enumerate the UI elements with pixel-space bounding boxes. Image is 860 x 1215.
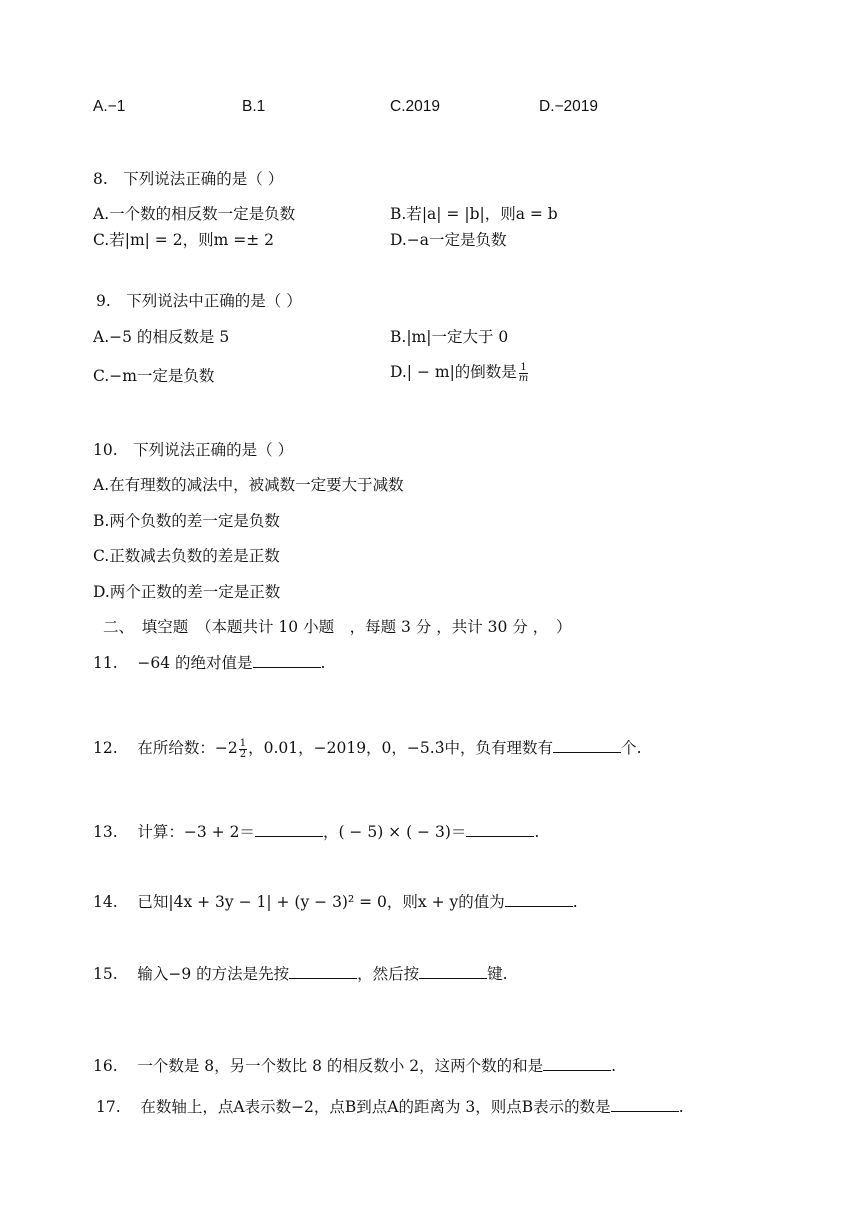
q12-fraction-denominator: 2 xyxy=(239,748,247,760)
q15 xyxy=(93,964,508,984)
q17-number: 17. xyxy=(96,1098,121,1116)
q16-number: 16. xyxy=(93,1057,118,1075)
q16-answer-blank[interactable] xyxy=(543,1056,611,1071)
q15-answer-blank-1[interactable] xyxy=(289,964,357,979)
q11-text: −64 的绝对值是 xyxy=(137,654,253,672)
q8-option-d: D.−a一定是负数 xyxy=(390,231,507,249)
q10-stem: 10. 下列说法正确的是（ ） xyxy=(93,441,294,459)
q7-option-c: C.2019 xyxy=(390,98,440,115)
q11-number: 11. xyxy=(93,654,118,672)
q17-text: 在数轴上，点A表示数−2，点B到点A的距离为 3，则点B表示的数是 xyxy=(140,1098,611,1116)
q17-end: . xyxy=(678,1098,684,1116)
q12-end: 个. xyxy=(621,739,642,757)
q14-answer-blank[interactable] xyxy=(505,892,573,907)
q7-option-a: A.−1 xyxy=(93,98,126,115)
q7-option-b: B.1 xyxy=(242,98,266,115)
q7-option-d: D.−2019 xyxy=(539,98,599,115)
q12-fraction xyxy=(239,739,247,760)
q10-option-a: A.在有理数的减法中，被减数一定要大于减数 xyxy=(93,476,404,494)
q14-end: . xyxy=(572,893,578,911)
q15-number: 15. xyxy=(93,965,118,983)
q13-number: 13. xyxy=(93,823,118,841)
q14-text: 已知|4x + 3y − 1| + (y − 3)² = 0，则x + y的值为 xyxy=(137,893,505,911)
q11-end: . xyxy=(320,654,326,672)
q13-text-mid: ，( − 5) × ( − 3)＝ xyxy=(322,823,467,841)
q9-option-d xyxy=(390,362,530,384)
q10-option-b: B.两个负数的差一定是负数 xyxy=(93,512,280,530)
q9-option-d-text: D.| − m|的倒数是 xyxy=(390,363,517,381)
q13-answer-blank-1[interactable] xyxy=(255,822,323,837)
q15-end: 键. xyxy=(487,965,508,983)
q9-fraction-denominator: m xyxy=(518,372,529,384)
q13-text: 计算：−3 + 2＝ xyxy=(137,823,255,841)
q9-fraction-numerator: 1 xyxy=(520,361,527,373)
q12-answer-blank[interactable] xyxy=(553,738,621,753)
q14 xyxy=(93,892,578,912)
q9-option-b: B.|m|一定大于 0 xyxy=(390,328,509,346)
q12-number: 12. xyxy=(93,739,118,757)
q16-end: . xyxy=(611,1057,617,1075)
q11 xyxy=(93,653,325,673)
q9-option-c: C.−m一定是负数 xyxy=(93,367,215,385)
q15-answer-blank-2[interactable] xyxy=(419,964,487,979)
q10-option-d: D.两个正数的差一定是正数 xyxy=(93,583,281,601)
q12 xyxy=(93,738,642,760)
q8-option-a: A.一个数的相反数一定是负数 xyxy=(93,205,296,223)
q9-option-a: A.−5 的相反数是 5 xyxy=(93,328,230,346)
q13-end: . xyxy=(534,823,540,841)
q10-option-c: C.正数减去负数的差是正数 xyxy=(93,547,280,565)
q17-answer-blank[interactable] xyxy=(611,1097,679,1112)
q14-number: 14. xyxy=(93,893,118,911)
q17 xyxy=(96,1097,684,1117)
q13-answer-blank-2[interactable] xyxy=(466,822,534,837)
q9-stem: 9. 下列说法中正确的是（ ） xyxy=(96,292,302,310)
q8-option-c: C.若|m| = 2，则m =± 2 xyxy=(93,231,274,249)
q16 xyxy=(93,1056,616,1076)
q15-text: 输入−9 的方法是先按 xyxy=(137,965,290,983)
section-heading-fill-in: 二、 填空题 （本题共计 10 小题 ，每题 3 分 ，共计 30 分 ， ） xyxy=(103,618,572,636)
q11-answer-blank[interactable] xyxy=(253,653,321,668)
q15-text-mid: ，然后按 xyxy=(357,965,420,983)
q12-text: 在所给数：−2 xyxy=(137,739,238,757)
q12-text-mid: ，0.01，−2019，0，−5.3̇中，负有理数有 xyxy=(248,739,554,757)
q12-fraction-numerator: 1 xyxy=(239,737,247,749)
q16-text: 一个数是 8，另一个数比 8 的相反数小 2，这两个数的和是 xyxy=(137,1057,544,1075)
q8-stem: 8. 下列说法正确的是（ ） xyxy=(93,170,284,188)
q9-fraction xyxy=(518,363,529,384)
q13 xyxy=(93,822,539,842)
q8-option-b: B.若|a| = |b|，则a = b xyxy=(390,205,558,223)
